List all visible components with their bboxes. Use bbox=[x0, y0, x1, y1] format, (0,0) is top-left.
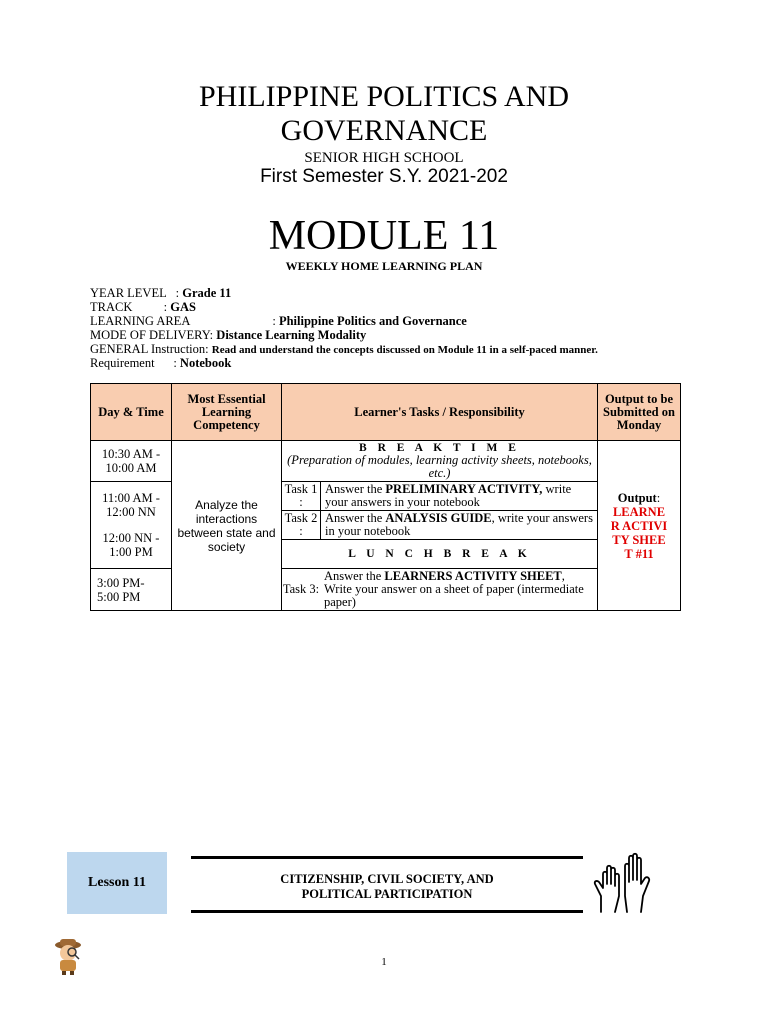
info-mode-value: Distance Learning Modality bbox=[216, 328, 367, 342]
school-level: SENIOR HIGH SCHOOL bbox=[304, 150, 464, 166]
lunch-break-cell: L U N C H B R E A K bbox=[282, 540, 598, 569]
task2-cell bbox=[282, 511, 598, 540]
break-label: B R E A K T I M E bbox=[359, 442, 520, 454]
task2-text bbox=[321, 511, 597, 539]
info-instruction-value: Read and understand the concepts discussed on Module 11 in a self-paced manner. bbox=[211, 344, 598, 356]
task1-post: write your answers in your notebook bbox=[325, 482, 572, 509]
table-header-row bbox=[91, 384, 681, 441]
header-day-time: Day & Time bbox=[91, 384, 172, 441]
task2-bold: ANALYSIS GUIDE bbox=[385, 511, 492, 525]
task3-bold: LEARNERS ACTIVITY SHEET bbox=[384, 569, 562, 583]
lesson-rule-top bbox=[191, 856, 583, 859]
info-area bbox=[90, 314, 467, 328]
info-requirement-label: Requirement : bbox=[90, 356, 180, 370]
task3-pre: Answer the bbox=[324, 569, 385, 583]
task2-pre: Answer the bbox=[325, 511, 386, 525]
time-cell: 10:30 AM - 10:00 AM bbox=[91, 441, 172, 482]
info-requirement-value: Notebook bbox=[179, 356, 232, 370]
task1-label: Task 1 : bbox=[282, 482, 321, 510]
task3-text bbox=[320, 569, 597, 610]
output-label bbox=[601, 491, 677, 505]
lesson-badge: Lesson 11 bbox=[67, 852, 167, 914]
semester-label: First Semester S.Y. 2021-202 bbox=[260, 166, 508, 187]
info-requirement bbox=[90, 356, 231, 370]
info-year bbox=[90, 286, 231, 300]
info-track bbox=[90, 300, 196, 314]
output-value: LEARNER ACTIVITY SHEET #11 bbox=[610, 504, 668, 561]
header-tasks: Learner's Tasks / Responsibility bbox=[282, 384, 598, 441]
info-track-value: GAS bbox=[170, 300, 196, 314]
plan-title: WEEKLY HOME LEARNING PLAN bbox=[285, 259, 483, 273]
output-label-text: Output bbox=[617, 490, 657, 505]
task1-text bbox=[321, 482, 597, 510]
task3-label: Task 3: bbox=[282, 582, 320, 596]
lesson-rule-bottom bbox=[191, 910, 583, 913]
time-cell bbox=[91, 482, 172, 569]
info-year-label: YEAR LEVEL : bbox=[90, 286, 183, 300]
task2-label: Task 2 : bbox=[282, 511, 321, 539]
info-mode-label: MODE OF DELIVERY: bbox=[90, 328, 217, 342]
learning-plan-table bbox=[90, 383, 681, 611]
info-area-value: Philippine Politics and Governance bbox=[278, 314, 467, 328]
task1-cell bbox=[282, 482, 598, 511]
break-cell bbox=[282, 441, 598, 482]
output-cell bbox=[598, 441, 681, 611]
lesson-title-line1: CITIZENSHIP, CIVIL SOCIETY, AND bbox=[280, 872, 494, 886]
time-cell: 3:00 PM- 5:00 PM bbox=[91, 569, 172, 611]
header-competency: Most Essential Learning Competency bbox=[172, 384, 282, 441]
info-mode bbox=[90, 328, 366, 342]
time-slot-2: 12:00 NN - 1:00 PM bbox=[102, 531, 160, 559]
info-instruction bbox=[90, 342, 598, 357]
table-row bbox=[91, 441, 681, 482]
competency-cell: Analyze the interactions between state and society bbox=[172, 441, 282, 611]
output-colon: : bbox=[656, 490, 661, 505]
document-title-line1: PHILIPPINE POLITICS AND bbox=[198, 80, 570, 113]
info-area-label: LEARNING AREA bbox=[90, 314, 191, 328]
raised-hands-icon bbox=[591, 852, 655, 916]
task1-bold: PRELIMINARY ACTIVITY, bbox=[385, 482, 543, 496]
module-title: MODULE 11 bbox=[268, 213, 500, 259]
document-title-line2: GOVERNANCE bbox=[280, 114, 488, 147]
lesson-title-line2: POLITICAL PARTICIPATION bbox=[301, 887, 473, 901]
info-year-value: Grade 11 bbox=[182, 286, 232, 300]
time-slot-1: 11:00 AM - 12:00 NN bbox=[102, 491, 160, 519]
info-track-label: TRACK : bbox=[90, 300, 171, 314]
header-output: Output to be Submitted on Monday bbox=[598, 384, 681, 441]
task1-pre: Answer the bbox=[325, 482, 386, 496]
task3-cell bbox=[282, 569, 598, 611]
task3-post: , Write your answer on a sheet of paper (intermediate paper) bbox=[324, 569, 584, 609]
info-instruction-label: GENERAL Instruction: bbox=[90, 342, 212, 356]
info-area-sep: : bbox=[272, 314, 279, 328]
page-number: 1 bbox=[381, 956, 387, 968]
break-note: (Preparation of modules, learning activity sheets, notebooks, etc.) bbox=[287, 453, 592, 480]
task2-post: , write your answers in your notebook bbox=[325, 511, 593, 538]
lesson-title bbox=[191, 872, 583, 902]
